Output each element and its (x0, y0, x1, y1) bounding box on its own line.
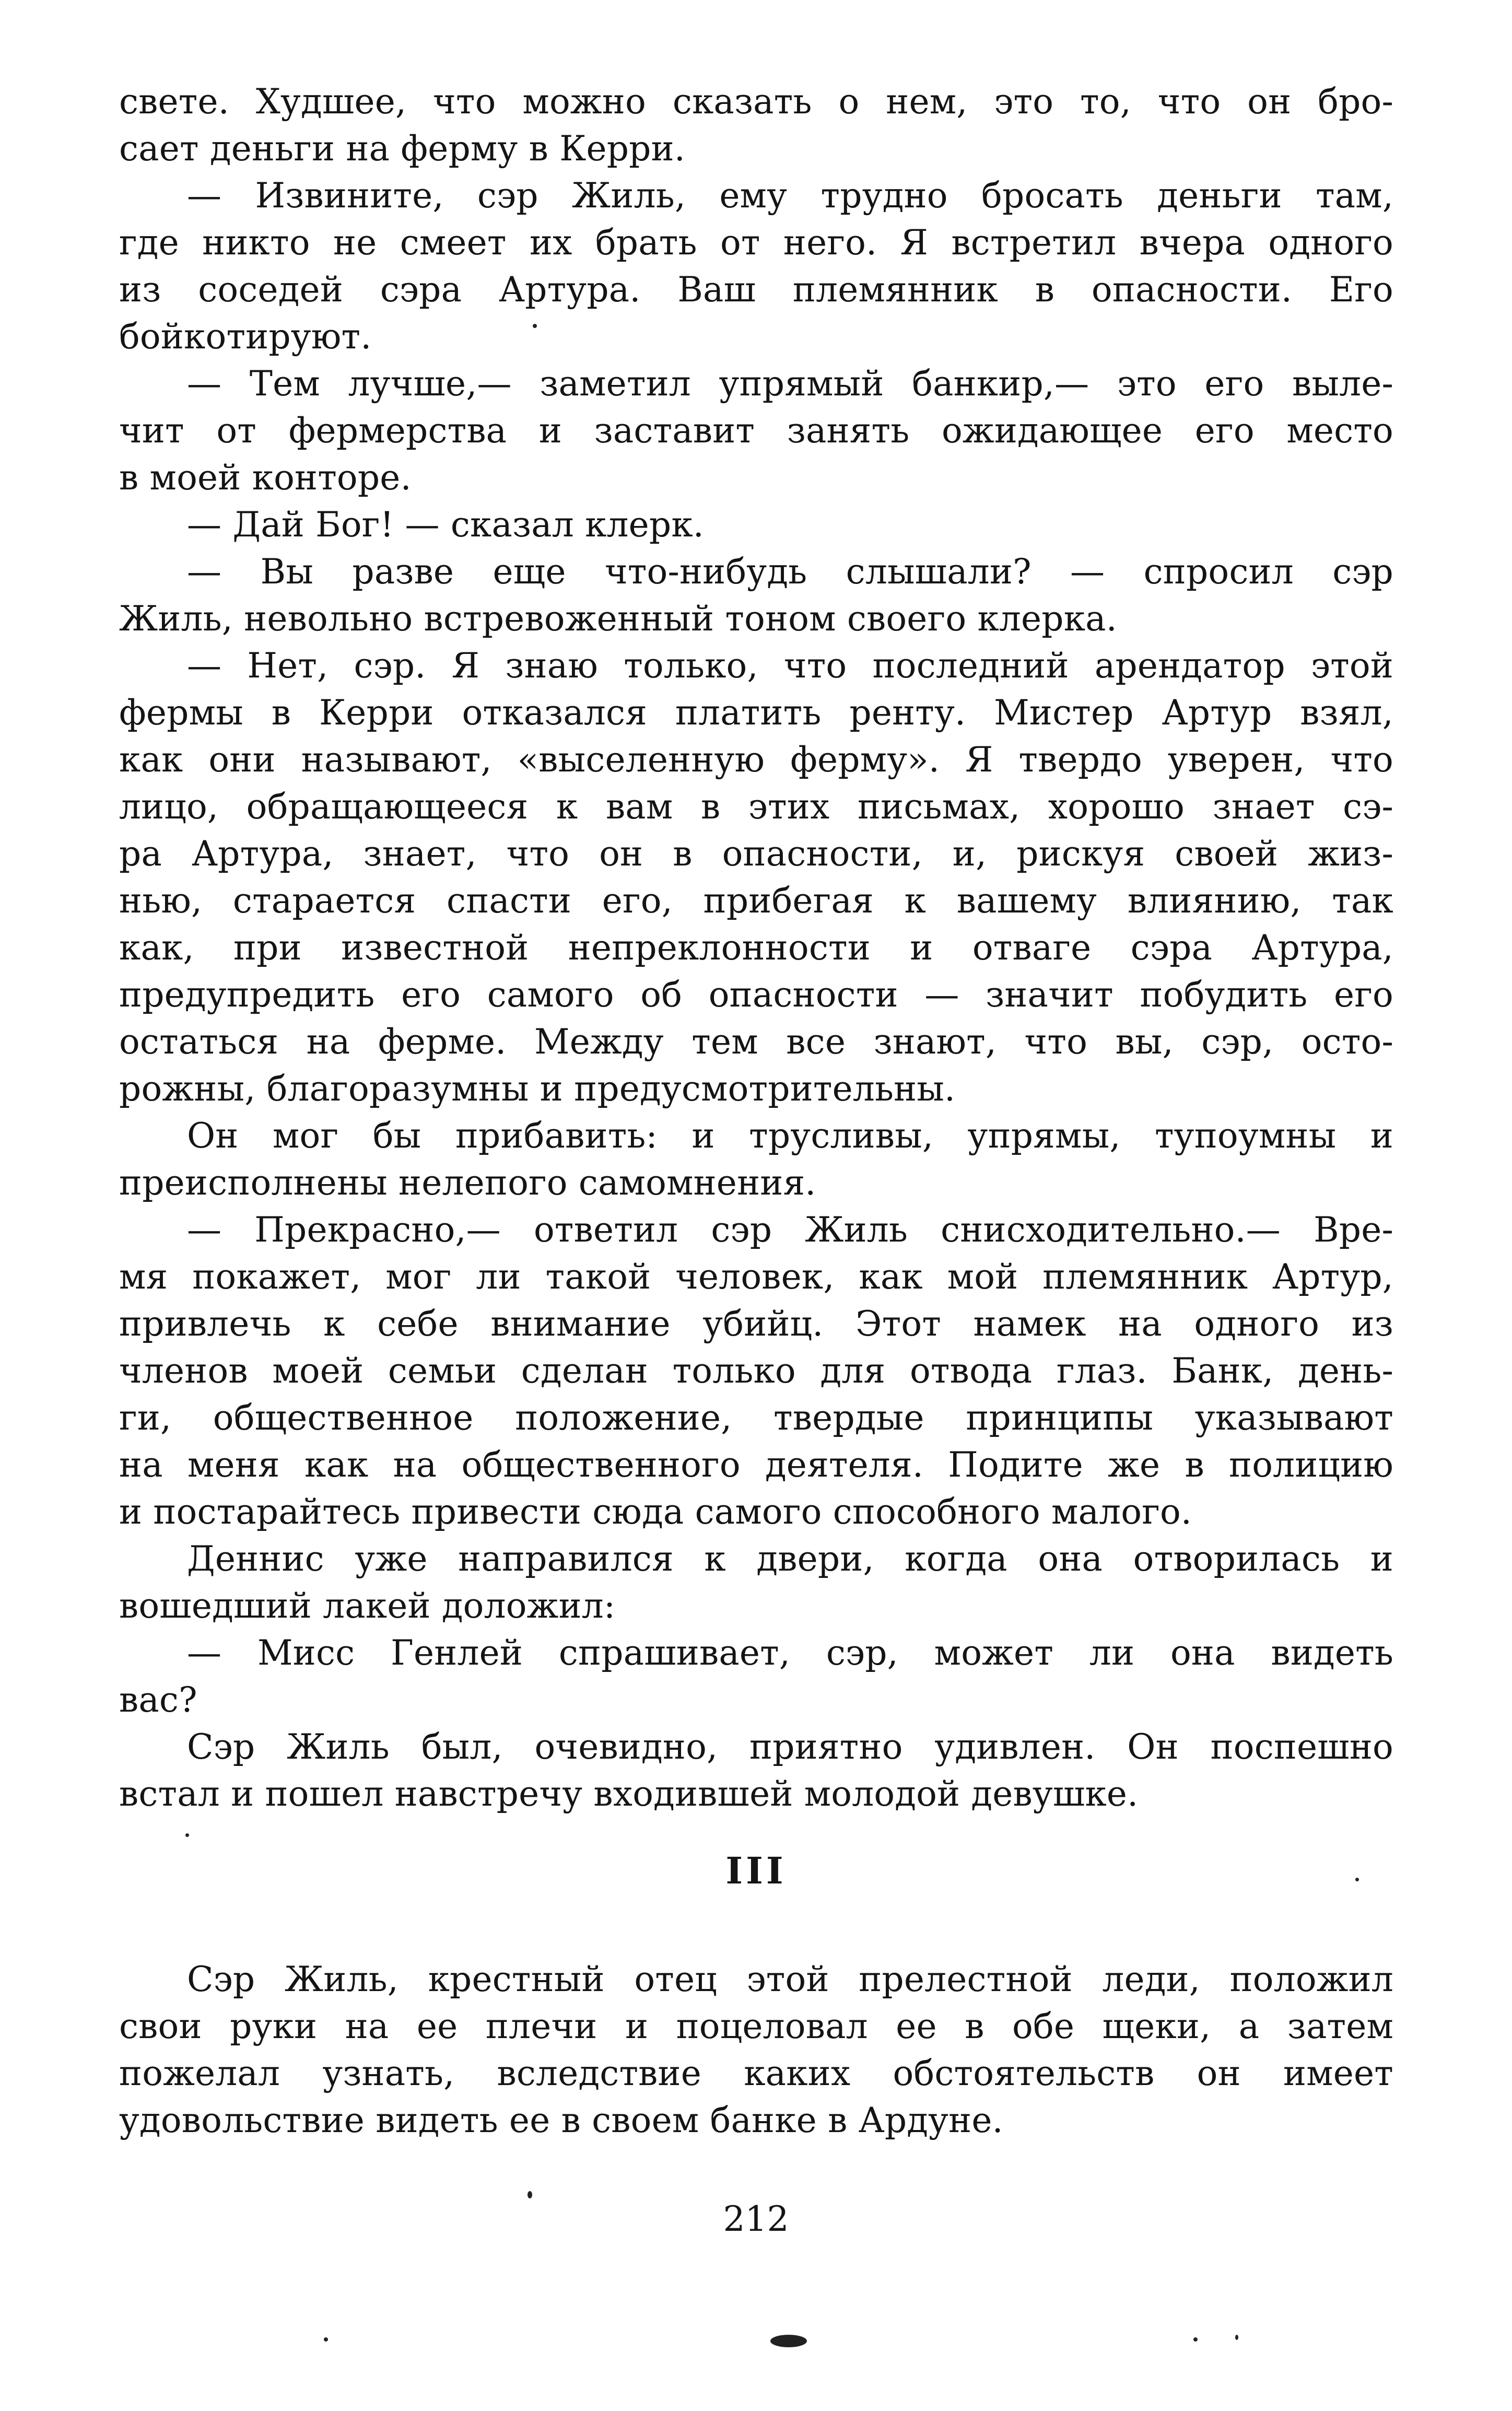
text-line: — Вы разве еще что-нибудь слышали? — спросил сэр (187, 552, 1393, 592)
text-line: — Мисс Генлей спрашивает, сэр, может ли она видеть (187, 1633, 1393, 1673)
scan-speck (1193, 2337, 1198, 2342)
page-number: 212 (723, 2199, 789, 2239)
text-line: как, при известной непреклонности и отваге сэра Артура, (119, 928, 1393, 968)
text-line: из соседей сэра Артура. Ваш племянник в опасности. Его (119, 270, 1393, 310)
text-line: свете. Худшее, что можно сказать о нем, это то, что он бро- (119, 81, 1393, 122)
scan-speck (1235, 2335, 1238, 2340)
text-line: Сэр Жиль, крестный отец этой прелестной леди, положил (187, 1959, 1393, 1999)
text-line: вошедший лакей доложил: (119, 1586, 616, 1626)
text-line: ра Артура, знает, что он в опасности, и, рискуя своей жиз- (119, 834, 1393, 874)
scan-speck (533, 324, 537, 328)
text-line: привлечь к себе внимание убийц. Этот намек на одного из (119, 1304, 1393, 1344)
text-line: на меня как на общественного деятеля. Подите же в полицию (119, 1445, 1393, 1485)
chapter-opening-paragraph (119, 1956, 1393, 2144)
page-body (119, 78, 1393, 1818)
scan-speck (528, 2191, 532, 2198)
text-line: лицо, обращающееся к вам в этих письмах, хорошо знает сэ- (119, 787, 1393, 827)
text-line: — Тем лучше,— заметил упрямый банкир,— это его выле- (187, 364, 1393, 404)
text-line: Жиль, невольно встревоженный тоном своего клерка. (119, 599, 1117, 639)
scan-speck (324, 2337, 328, 2342)
paragraph (119, 1724, 1393, 1818)
paragraph (119, 501, 1393, 548)
paragraph (119, 1630, 1393, 1724)
text-line: и постарайтесь привести сюда самого способного малого. (119, 1492, 1192, 1532)
text-line: — Дай Бог! — сказал клерк. (187, 505, 704, 545)
scan-speck (185, 1833, 189, 1837)
paragraph (119, 172, 1393, 360)
text-line: фермы в Керри отказался платить ренту. Мистер Артур взял, (119, 693, 1393, 733)
text-line: нью, старается спасти его, прибегая к вашему влиянию, так (119, 881, 1393, 921)
paragraph (119, 548, 1393, 642)
text-line: — Извините, сэр Жиль, ему трудно бросать деньги там, (187, 175, 1393, 216)
paragraph (119, 642, 1393, 1113)
paragraph (119, 1207, 1393, 1536)
text-line: бойкотируют. (119, 317, 372, 357)
text-line: сает деньги на ферму в Керри. (119, 128, 686, 169)
paragraph (119, 1956, 1393, 2144)
text-line: где никто не смеет их брать от него. Я встретил вчера одного (119, 223, 1393, 263)
text-line: чит от фермерства и заставит занять ожидающее его место (119, 411, 1393, 451)
scan-speck (770, 2335, 807, 2347)
text-line: мя покажет, мог ли такой человек, как мой племянник Артур, (119, 1257, 1393, 1297)
text-line: — Прекрасно,— ответил сэр Жиль снисходительно.— Вре- (187, 1210, 1393, 1250)
text-line: остаться на ферме. Между тем все знают, что вы, сэр, осто- (119, 1022, 1393, 1062)
chapter-heading: III (725, 1849, 787, 1892)
text-line: членов моей семьи сделан только для отвода глаз. Банк, день- (119, 1351, 1393, 1391)
text-line: — Нет, сэр. Я знаю только, что последний арендатор этой (187, 646, 1393, 686)
text-line: вас? (119, 1680, 197, 1720)
paragraph (119, 78, 1393, 172)
text-line: рожны, благоразумны и предусмотрительны. (119, 1069, 956, 1109)
text-line: удовольствие видеть ее в своем банке в Ардуне. (119, 2100, 1003, 2140)
paragraph (119, 360, 1393, 501)
text-line: встал и пошел навстречу входившей молодой девушке. (119, 1774, 1139, 1814)
text-line: Сэр Жиль был, очевидно, приятно удивлен. Он поспешно (187, 1727, 1393, 1767)
paragraph (119, 1536, 1393, 1630)
scan-speck (1355, 1878, 1359, 1881)
text-line: предупредить его самого об опасности — значит побудить его (119, 975, 1393, 1015)
text-line: пожелал узнать, вследствие каких обстоятельств он имеет (119, 2053, 1393, 2093)
text-line: как они называют, «выселенную ферму». Я твердо уверен, что (119, 740, 1393, 780)
text-line: Деннис уже направился к двери, когда она отворилась и (187, 1539, 1393, 1579)
text-line: ги, общественное положение, твердые принципы указывают (119, 1398, 1393, 1438)
text-line: Он мог бы прибавить: и трусливы, упрямы, тупоумны и (187, 1116, 1393, 1156)
text-line: свои руки на ее плечи и поцеловал ее в обе щеки, а затем (119, 2006, 1393, 2046)
paragraph (119, 1113, 1393, 1207)
text-line: преисполнены нелепого самомнения. (119, 1163, 816, 1203)
text-line: в моей конторе. (119, 458, 412, 498)
